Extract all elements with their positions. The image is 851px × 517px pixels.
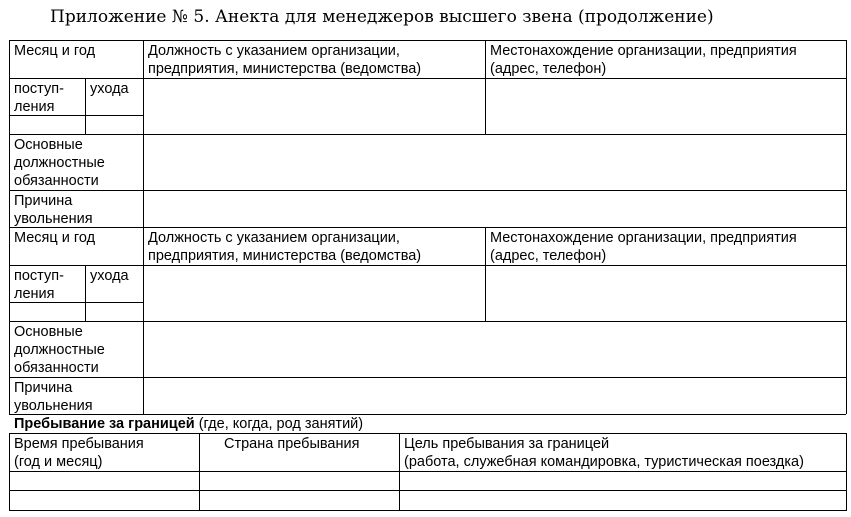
duties-label-line2: должностные	[14, 155, 105, 171]
location-header-line2: (адрес, телефон)	[490, 248, 607, 264]
location-header-line1: Местонахождение организации, предприятия	[490, 43, 797, 59]
position-field[interactable]	[144, 79, 485, 134]
month-year-header: Месяц и год	[14, 43, 96, 59]
stay-purpose-header-line1: Цель пребывания за границей	[404, 436, 610, 452]
location-field[interactable]	[486, 266, 846, 321]
dismissal-reason-label-line2: увольнения	[14, 398, 93, 414]
abroad-purpose-field[interactable]	[400, 472, 846, 490]
duties-field[interactable]	[144, 135, 846, 190]
location-header-line1: Местонахождение организации, предприятия	[490, 230, 797, 246]
stay-period-header-line1: Время пребывания	[14, 436, 144, 452]
leave-date-field[interactable]	[86, 303, 143, 321]
hire-date-field[interactable]	[10, 303, 85, 321]
duties-field[interactable]	[144, 322, 846, 377]
stay-period-header-line2: (год и месяц)	[14, 454, 103, 470]
position-header-line2: предприятия, министерства (ведомства)	[148, 248, 422, 264]
position-header-line2: предприятия, министерства (ведомства)	[148, 61, 422, 77]
abroad-heading-bold: Пребывание за границей	[14, 416, 195, 432]
hire-date-label-line2: ления	[14, 99, 55, 115]
hire-date-label-line1: поступ-	[14, 268, 64, 284]
dismissal-reason-label-line1: Причина	[14, 380, 73, 396]
abroad-country-field[interactable]	[200, 491, 399, 510]
leave-date-label: ухода	[90, 268, 129, 284]
abroad-heading-note: (где, когда, род занятий)	[194, 416, 364, 432]
hire-date-label-line2: ления	[14, 286, 55, 302]
location-header-line2: (адрес, телефон)	[490, 61, 607, 77]
duties-label-line2: должностные	[14, 342, 105, 358]
hire-date-field[interactable]	[10, 116, 85, 134]
appendix-caption: Приложение № 5. Анекта для менеджеров высшего звена (продолжение)	[50, 7, 714, 27]
duties-label-line1: Основные	[14, 137, 83, 153]
abroad-country-field[interactable]	[200, 472, 399, 490]
location-field[interactable]	[486, 79, 846, 134]
duties-label-line3: обязанности	[14, 360, 99, 376]
dismissal-reason-field[interactable]	[144, 191, 846, 227]
duties-label-line1: Основные	[14, 324, 83, 340]
dismissal-reason-label-line1: Причина	[14, 193, 73, 209]
abroad-purpose-field[interactable]	[400, 491, 846, 510]
stay-purpose-header-line2: (работа, служебная командировка, туристическая поездка)	[404, 454, 804, 470]
leave-date-label: ухода	[90, 81, 129, 97]
abroad-period-field[interactable]	[10, 472, 199, 490]
dismissal-reason-label-line2: увольнения	[14, 211, 93, 227]
position-header-line1: Должность с указанием организации,	[148, 43, 400, 59]
leave-date-field[interactable]	[86, 116, 143, 134]
abroad-section-heading	[14, 415, 363, 433]
position-field[interactable]	[144, 266, 485, 321]
abroad-period-field[interactable]	[10, 491, 199, 510]
stay-country-header: Страна пребывания	[224, 436, 360, 452]
position-header-line1: Должность с указанием организации,	[148, 230, 400, 246]
hire-date-label-line1: поступ-	[14, 81, 64, 97]
dismissal-reason-field[interactable]	[144, 378, 846, 414]
duties-label-line3: обязанности	[14, 173, 99, 189]
month-year-header: Месяц и год	[14, 230, 96, 246]
